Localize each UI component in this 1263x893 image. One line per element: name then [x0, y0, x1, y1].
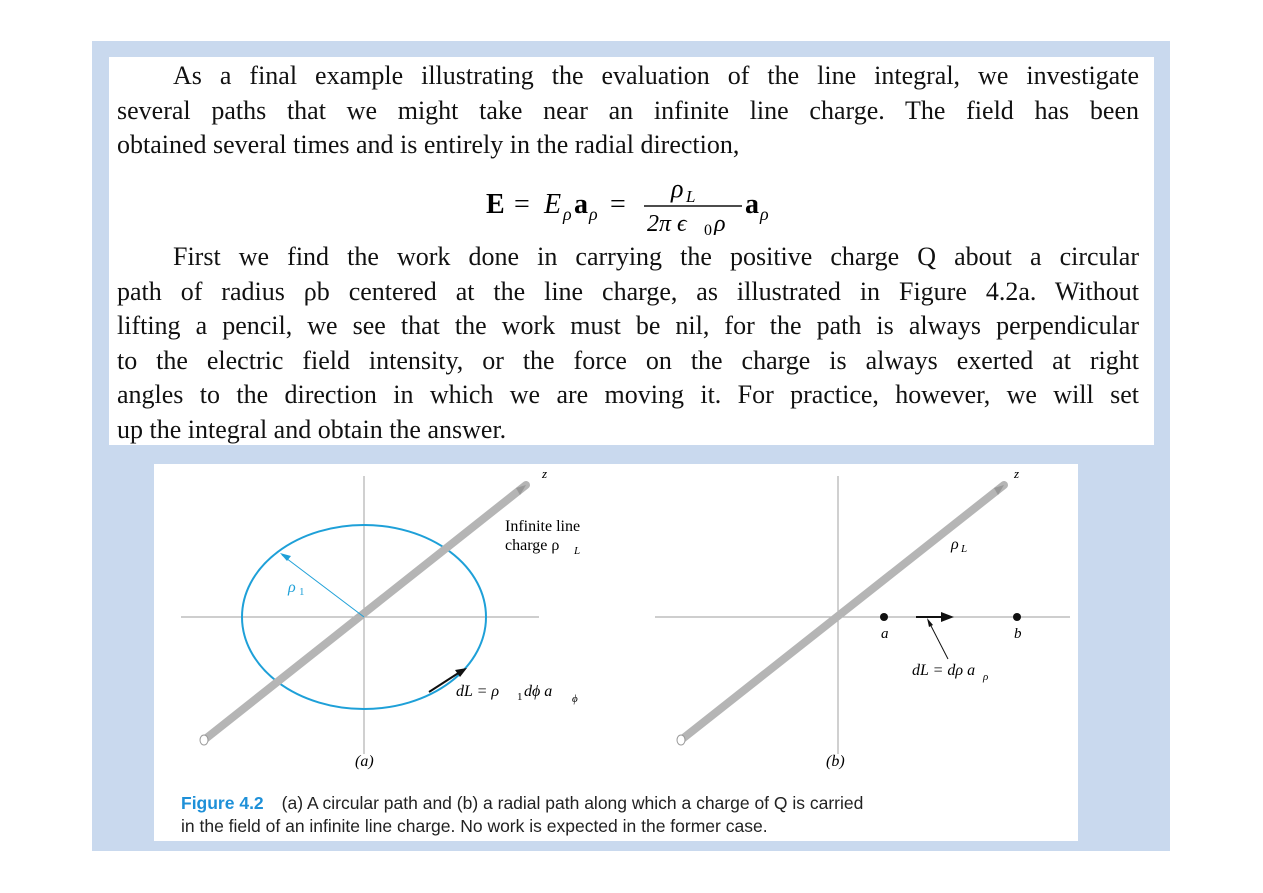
paragraph-work	[117, 240, 1139, 447]
point-b-label: b	[1014, 626, 1022, 642]
caption-line-2: in the field of an infinite line charge. No work is expected in the former case.	[181, 815, 768, 836]
infinite-line-charge-rod	[204, 485, 526, 740]
paragraph-intro	[117, 59, 1139, 163]
dl-sub-rho: ρ	[983, 671, 989, 683]
panel-label-a: (a)	[355, 753, 374, 770]
eq-a: a	[574, 189, 588, 220]
eq-a2-sub: ρ	[760, 204, 769, 224]
eq-numerator-sub: L	[686, 187, 696, 206]
text-line: to the electric field intensity, or the force on the charge is always exerted at right	[117, 345, 1139, 375]
dl-sub-phi: ϕ	[572, 693, 578, 705]
dl-label: dL = ρ	[456, 683, 500, 700]
text-line: several paths that we might take near an infinite line charge. The field has been	[117, 95, 1139, 125]
eq-equals-1: =	[514, 189, 530, 220]
eq-den-rho: ρ	[714, 211, 726, 235]
eq-E: E	[544, 189, 562, 220]
panel-label-b: (b)	[826, 753, 845, 770]
eq-denominator: 2π ϵ	[647, 211, 687, 235]
text-line: obtained several times and is entirely in the radial direction,	[117, 130, 740, 159]
eq-sub-rho: ρ	[563, 204, 572, 224]
figure-caption	[181, 792, 1071, 837]
rod-end	[200, 735, 208, 745]
text-line: First we find the work done in carrying the positive charge Q about a circular	[173, 242, 1139, 271]
eq-equals-2: =	[610, 189, 626, 220]
radius-sub: 1	[299, 586, 305, 598]
point-a	[880, 613, 888, 621]
text-line: up the integral and obtain the answer.	[117, 414, 507, 444]
diagram-a	[181, 466, 580, 770]
text-line: As a final example illustrating the evaluation of the line integral, we investigate	[173, 61, 1139, 90]
point-b	[1013, 613, 1021, 621]
radius-arrowhead	[280, 553, 291, 561]
dl-pointer-head	[927, 618, 933, 627]
line-charge-label-1: Infinite line	[505, 518, 581, 535]
z-axis-label: z	[542, 466, 548, 481]
eq-lhs: E	[486, 189, 505, 220]
radius-label: ρ	[288, 579, 296, 596]
dl-label-rest: dϕ a	[524, 683, 553, 700]
figure-diagrams	[154, 464, 1078, 784]
field-equation	[481, 175, 781, 235]
line-charge-label-sub: L	[574, 545, 581, 557]
text-line: path of radius ρb centered at the line charge, as illustrated in Figure 4.2a. Without	[117, 276, 1139, 306]
caption-line-1: (a) A circular path and (b) a radial path along which a charge of Q is carried	[281, 793, 864, 813]
point-a-label: a	[881, 626, 889, 642]
dl-pointer	[929, 622, 948, 659]
text-line: lifting a pencil, we see that the work must be nil, for the path is always perpendicular	[117, 311, 1139, 340]
eq-a2: a	[745, 189, 759, 220]
z-axis-label: z	[1014, 466, 1020, 481]
text-line: angles to the direction in which we are moving it. For practice, however, we will set	[117, 380, 1139, 409]
rod-end	[677, 735, 685, 745]
eq-numerator: ρ	[671, 175, 684, 203]
dl-sub-1: 1	[517, 691, 523, 703]
caption-figure-label: Figure 4.2	[181, 793, 264, 813]
diagram-b	[655, 466, 1070, 770]
infinite-line-charge-rod	[681, 485, 1004, 740]
dl-label: dL = dρ a	[912, 662, 976, 679]
eq-den-sub: 0	[704, 222, 712, 235]
rho-l-label: ρ	[951, 536, 959, 553]
rho-l-sub: L	[961, 543, 968, 555]
eq-a-sub: ρ	[589, 204, 598, 224]
dl-arrowhead	[941, 612, 954, 622]
figure-4-2	[154, 464, 1078, 841]
text-block	[109, 57, 1154, 445]
line-charge-label-2: charge ρ	[505, 537, 560, 554]
